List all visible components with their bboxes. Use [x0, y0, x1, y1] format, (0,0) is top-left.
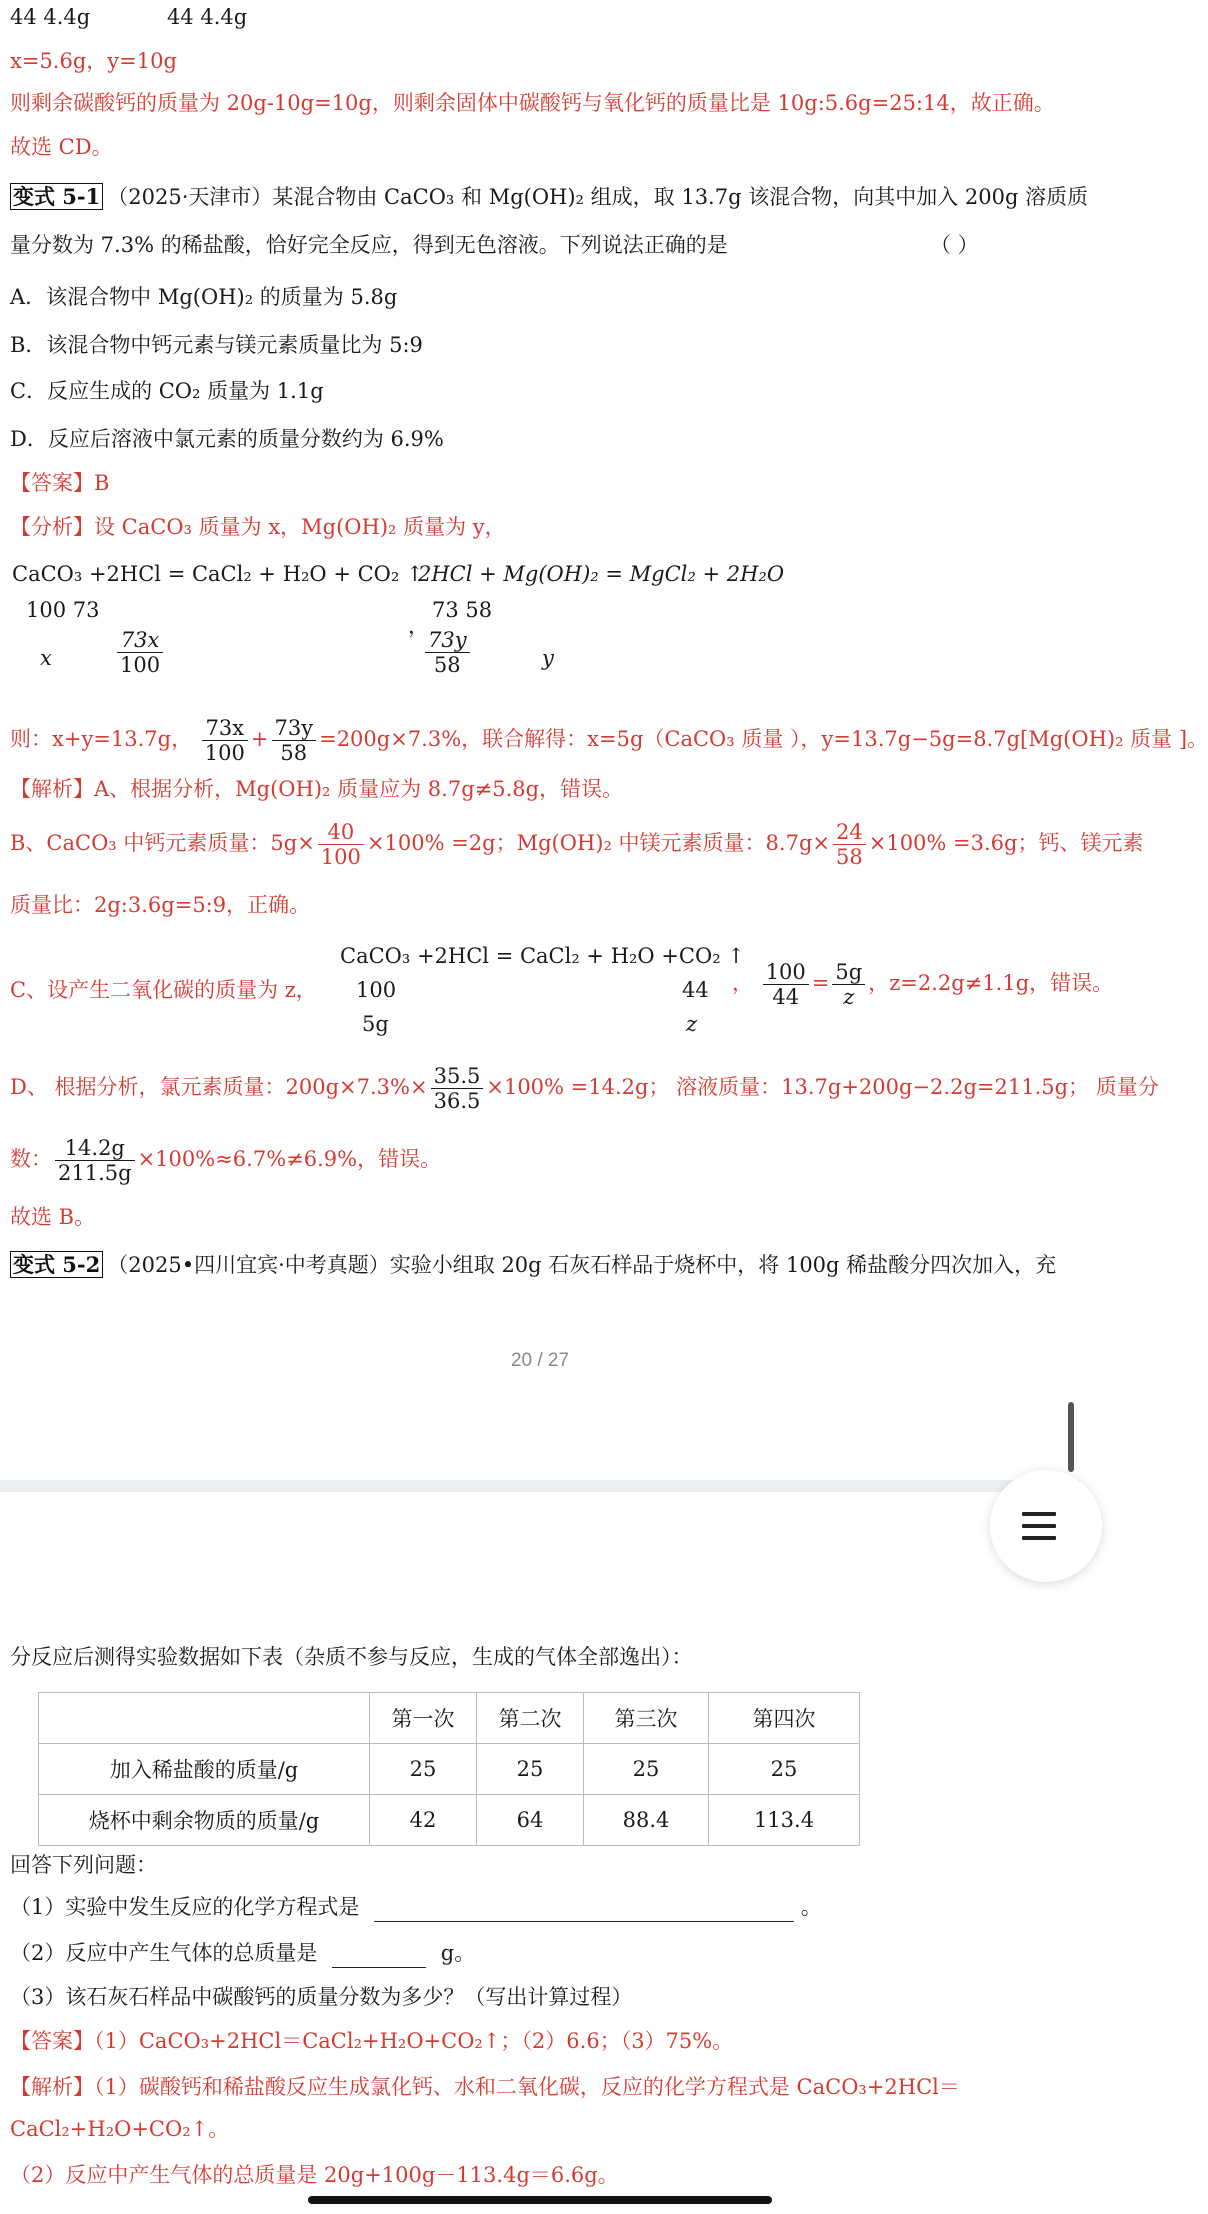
table-header-cell: 第四次	[709, 1693, 860, 1744]
explanation-1-cont: CaCl₂+H₂O+CO₂↑。	[10, 2117, 230, 2141]
q2-blank[interactable]	[332, 1943, 426, 1968]
q2-text: （2）反应中产生气体的总质量是	[10, 1941, 318, 1965]
exp-d2: ×100% =14.2g； 溶液质量：13.7g+200g−2.2g=211.5g； 质量分	[486, 1075, 1159, 1099]
top-line	[10, 2, 1070, 32]
choose-cd: 故选 CD。	[10, 135, 113, 159]
table-cell: 25	[584, 1744, 709, 1795]
q1-end: 。	[800, 1895, 822, 1919]
then-line: 则：x+y=13.7g， $\frac{73x}{100}$ + $\frac{73y}{58}$ =200g×7.3%，联合解得：x=5g（CaCO₃ 质量 ），y=13.7g−5g=8.7g[Mg(OH)₂ 质量 ]。	[10, 716, 1208, 765]
remain-line: 则剩余碳酸钙的质量为 20g-10g=10g，则剩余固体中碳酸钙与氧化钙的质量比是 10g:5.6g=25:14，故正确。	[10, 91, 1055, 115]
frac-num: 24	[833, 820, 866, 845]
c-mass-44: 44	[682, 978, 709, 1002]
variant-5-2-question	[10, 1250, 1070, 1280]
table-cell: 烧杯中剩余物质的质量/g	[39, 1795, 370, 1846]
table-cell: 25	[370, 1744, 477, 1795]
exp-b2: ×100% =2g；Mg(OH)₂ 中镁元素质量：8.7g×	[366, 831, 830, 855]
table-header-cell: 第三次	[584, 1693, 709, 1744]
exp-b1: B、CaCO₃ 中钙元素质量：5g×	[10, 831, 315, 855]
frac-num: 73x	[202, 716, 248, 741]
menu-icon	[1022, 1536, 1056, 1540]
table-cell: 42	[370, 1795, 477, 1846]
frac-den: 100	[120, 653, 161, 677]
table-cell: 113.4	[709, 1795, 860, 1846]
frac-num: 73y	[425, 628, 470, 653]
frac-den: 58	[433, 653, 461, 677]
c-5g: 5g	[362, 1012, 389, 1036]
table-cell: 88.4	[584, 1795, 709, 1846]
v51-q2: 量分数为 7.3% 的稀盐酸，恰好完全反应，得到无色溶液。下列说法正确的是	[10, 233, 728, 257]
exp-d3a: 数：	[10, 1147, 52, 1171]
choose-b: 故选 B。	[10, 1205, 96, 1229]
analysis-label: 【分析】设 CaCO₃ 质量为 x，Mg(OH)₂ 质量为 y，	[10, 515, 506, 539]
exp-d1: D、 根据分析，氯元素质量：200g×7.3%×	[10, 1075, 428, 1099]
scrollbar-thumb[interactable]	[1068, 1402, 1074, 1472]
frac-den: z	[843, 985, 855, 1009]
explanation-b	[10, 820, 1143, 869]
eq1-molar-mass: 100 73	[26, 598, 100, 622]
frac-num: 14.2g	[55, 1136, 135, 1161]
c-mass-100: 100	[356, 978, 397, 1002]
question-1	[10, 1892, 1070, 1922]
frac-num: 40	[318, 820, 364, 845]
q2-end: g。	[440, 1941, 476, 1965]
eq1-fraction	[114, 628, 166, 677]
c-comma: ，	[732, 971, 753, 995]
variant-5-2-tag: 变式 5-2	[10, 1251, 103, 1278]
mass-row-a: 44 4.4g	[10, 5, 91, 29]
option-a: A．该混合物中 Mg(OH)₂ 的质量为 5.8g	[10, 285, 398, 309]
eq2-y: y	[542, 646, 554, 670]
exp-d3b: ×100%≈6.7%≠6.9%，错误。	[137, 1147, 442, 1171]
page-divider	[0, 1480, 1080, 1492]
table-cell: 25	[477, 1744, 584, 1795]
answer-paren: （ ）	[930, 233, 979, 257]
frac-den: 211.5g	[58, 1161, 132, 1185]
table-intro: 分反应后测得实验数据如下表（杂质不参与反应，生成的气体全部逸出）：	[10, 1645, 693, 1669]
table-cell: 64	[477, 1795, 584, 1846]
frac-den: 58	[836, 845, 863, 869]
frac-den: 44	[772, 985, 800, 1009]
option-d: D．反应后溶液中氯元素的质量分数约为 6.9%	[10, 427, 444, 451]
frac-den: 100	[204, 741, 245, 765]
then-a: 则：x+y=13.7g，	[10, 727, 193, 751]
frac-den: 100	[320, 845, 361, 869]
page-number: 20 / 27	[510, 1350, 570, 1371]
c-tail: ，z=2.2g≠1.1g，错误。	[868, 971, 1114, 995]
explanation-d	[10, 1064, 1159, 1113]
explanation-2: （2）反应中产生气体的总质量是 20g+100g－113.4g＝6.6g。	[10, 2163, 619, 2187]
v51-q1: （2025·天津市）某混合物由 CaCO₃ 和 Mg(OH)₂ 组成，取 13.7g 该混合物，向其中加入 200g 溶质质	[107, 185, 1089, 209]
table-header-cell: 第一次	[370, 1693, 477, 1744]
variant-5-1-question	[10, 182, 1089, 212]
table-row	[39, 1744, 860, 1795]
mass-row-b: 44 4.4g	[166, 5, 248, 29]
table-cell: 加入稀盐酸的质量/g	[39, 1744, 370, 1795]
q1-blank[interactable]	[374, 1897, 794, 1922]
explanation-d-cont	[10, 1136, 441, 1185]
frac-num: 5g	[832, 960, 865, 985]
c-z: z	[686, 1012, 698, 1036]
frac-den: 36.5	[433, 1089, 481, 1113]
explanation-a: 【解析】A、根据分析，Mg(OH)₂ 质量应为 8.7g≠5.8g，错误。	[10, 777, 624, 801]
table-row	[39, 1795, 860, 1846]
then-b: =200g×7.3%，联合解得：x=5g（CaCO₃ 质量 ），y=13.7g−5g=8.7g[Mg(OH)₂ 质量 ]。	[319, 727, 1208, 751]
equation-caco3: CaCO₃ +2HCl = CaCl₂ + H₂O + CO₂ ↑	[12, 562, 424, 586]
answer-label: 【答案】B	[10, 471, 110, 495]
eq2-molar-mass: 73 58	[432, 598, 493, 622]
q1-text: （1）实验中发生反应的化学方程式是	[10, 1895, 360, 1919]
answer-prompt: 回答下列问题：	[10, 1853, 157, 1877]
frac-num: 35.5	[431, 1064, 484, 1089]
frac-num: 73x	[117, 628, 163, 653]
xy-result: x=5.6g，y=10g	[10, 49, 177, 73]
c-equation: CaCO₃ +2HCl = CaCl₂ + H₂O +CO₂ ↑	[340, 944, 745, 968]
answer-5-2: 【答案】（1）CaCO₃+2HCl＝CaCl₂+H₂O+CO₂↑；（2）6.6；（3）75%。	[10, 2029, 734, 2053]
variant-5-1-tag: 变式 5-1	[10, 183, 103, 210]
home-indicator[interactable]	[308, 2196, 772, 2204]
question-2	[10, 1938, 1070, 1968]
table-cell: 25	[709, 1744, 860, 1795]
explanation-b-cont: 质量比：2g:3.6g=5:9，正确。	[10, 893, 311, 917]
eq1-x: x	[40, 646, 52, 670]
table-header-cell: 第二次	[477, 1693, 584, 1744]
eq2-fraction	[422, 628, 473, 677]
explanation-c-lead: C、设产生二氧化碳的质量为 z，	[10, 978, 317, 1002]
frac-num: 100	[763, 960, 809, 985]
option-c: C．反应生成的 CO₂ 质量为 1.1g	[10, 379, 324, 403]
explanation-1: 【解析】（1）碳酸钙和稀盐酸反应生成氯化钙、水和二氧化碳，反应的化学方程式是 CaCO₃+2HCl＝	[10, 2075, 960, 2099]
option-b: B．该混合物中钙元素与镁元素质量比为 5:9	[10, 333, 423, 357]
table-header-row	[39, 1693, 860, 1744]
equation-mgoh2: 2HCl + Mg(OH)₂ = MgCl₂ + 2H₂O	[418, 562, 785, 586]
experiment-data-table	[38, 1692, 860, 1846]
frac-num: 73y	[272, 716, 317, 741]
separator-comma: ，	[408, 614, 429, 638]
question-3: （3）该石灰石样品中碳酸钙的质量分数为多少？（写出计算过程）	[10, 1985, 633, 2009]
frac-den: 58	[280, 741, 308, 765]
variant-5-1-question-cont	[10, 230, 1070, 260]
menu-icon	[1022, 1524, 1056, 1528]
table-header-cell	[39, 1693, 370, 1744]
menu-button[interactable]	[990, 1470, 1102, 1582]
v52-q: （2025•四川宜宾·中考真题）实验小组取 20g 石灰石样品于烧杯中，将 100g 稀盐酸分四次加入，充	[107, 1253, 1057, 1277]
menu-icon	[1022, 1512, 1056, 1516]
explanation-c-tail: ， $\frac{100}{44}$ = $\frac{5g}{z}$ ，z=2.2g≠1.1g，错误。	[732, 960, 1114, 1009]
exp-b3: ×100% =3.6g；钙、镁元素	[868, 831, 1144, 855]
